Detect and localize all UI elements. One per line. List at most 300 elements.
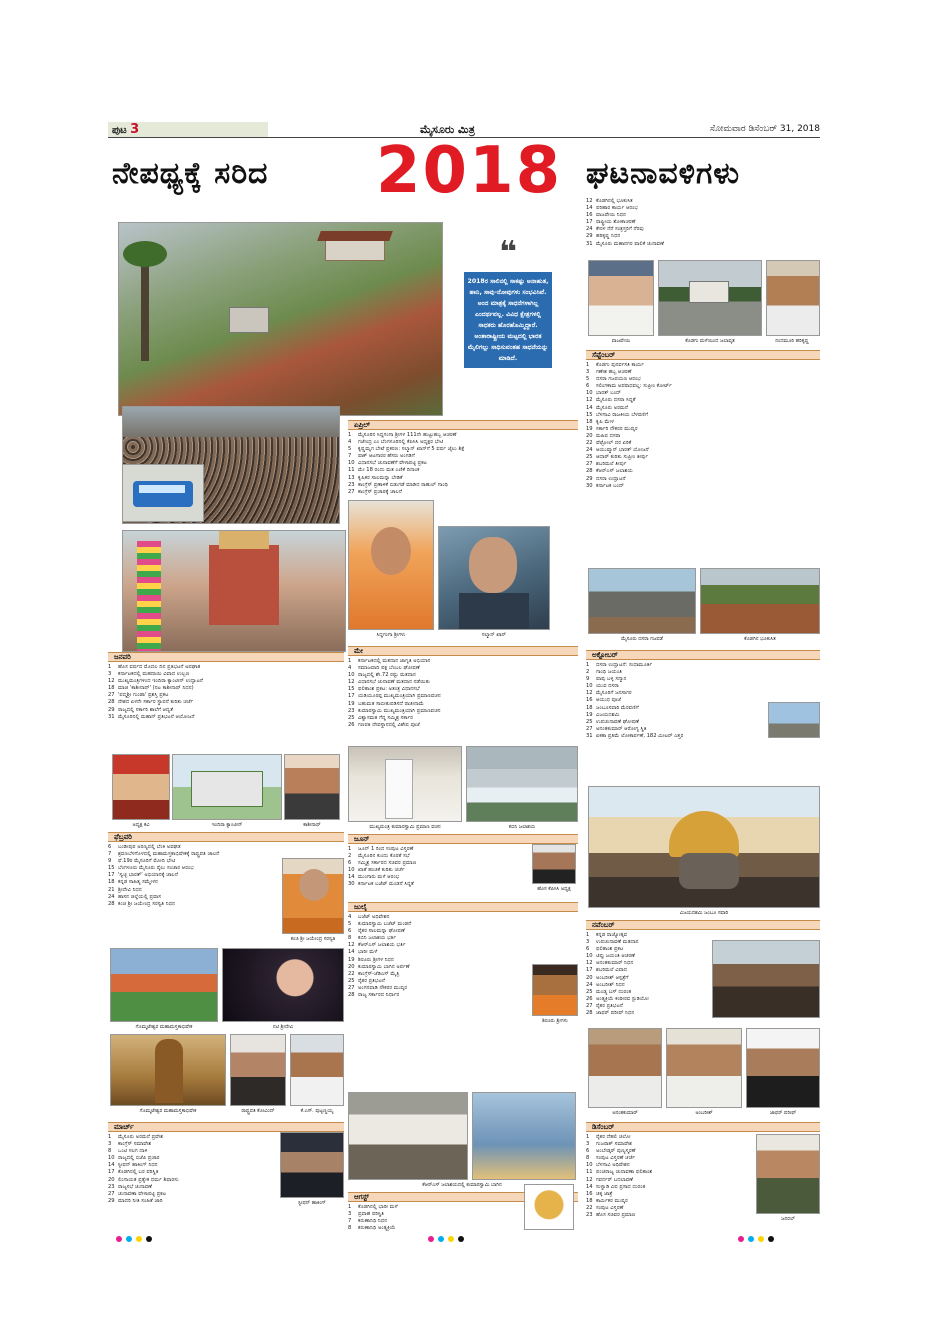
temple-photo — [122, 530, 346, 652]
item-text: ಮೈಸೂರಿಗೆ ಜನಸಾಗರ — [596, 690, 632, 697]
item-day: 1 — [586, 1134, 590, 1140]
item-day: 5 — [348, 921, 352, 928]
list-item — [348, 935, 528, 942]
item-text: ಕುಮಾರಸ್ವಾಮಿ ಬಾಗಿನ ಅರ್ಪಣೆ — [358, 963, 410, 970]
caption-shiroor: ಶಿರೂರು ಶ್ರೀಗಳು — [542, 1018, 568, 1024]
item-text: ಕರುಣಾನಿಧಿ ಅಂತ್ಯಕ್ರಿಯೆ — [358, 1225, 396, 1232]
dasara-elephants-photo — [588, 568, 696, 634]
item-text: ಮೈಸೂರು ಮಹಾನಗರ ಪಾಲಿಕೆ ಚುನಾವಣೆ — [596, 240, 664, 247]
item-day: 4 — [348, 665, 352, 672]
item-day: 25 — [586, 988, 593, 995]
item-day: 1 — [586, 932, 590, 938]
item-text: ಅಂತ್ಯಕ್ರಿಯೆ ಕಂಠೀರವ ಸ್ಟುಡಿಯೋ — [596, 995, 649, 1002]
list-item — [586, 676, 820, 683]
item-day: 31 — [108, 713, 115, 720]
section-october: ಅಕ್ಟೋಬರ್ — [586, 650, 820, 660]
item-text: ಕಾರ್ಮಿಕರ ಮುಷ್ಕರ — [596, 1197, 628, 1204]
list-item — [108, 1198, 278, 1205]
list-item — [586, 433, 820, 440]
item-day: 3 — [586, 1141, 590, 1148]
list-item — [586, 975, 710, 982]
newspaper-page — [108, 118, 820, 1248]
item-text: ಪಾಪು ಬಳ್ಳಿ ಸನ್ಮಾನ — [596, 676, 627, 683]
list-item — [108, 1184, 278, 1191]
festival-photo — [110, 948, 218, 1022]
caption-kpcc: ಹೊಸ ಕೆಪಿಸಿಸಿ ಅಧ್ಯಕ್ಷ — [537, 886, 571, 892]
issue-date: ಸೋಮವಾರ ಡಿಸೆಂಬರ್ 31, 2018 — [709, 124, 820, 134]
item-day: 28 — [108, 900, 115, 907]
item-day: 1 — [586, 362, 590, 368]
item-day: 3 — [348, 1211, 352, 1218]
caption-person-1: ಅಧ್ಯಕ್ಷ ಕವಿ — [132, 822, 150, 828]
item-day: 15 — [108, 865, 115, 872]
item-text: ಕರ್ನಾಟಕದಲ್ಲಿ ಮತದಾನ ಜಾಗೃತಿ ಅಭಿಯಾನ — [358, 658, 431, 664]
list-item — [108, 664, 344, 671]
item-day: 17 — [108, 872, 115, 879]
list-item — [586, 219, 818, 226]
list-item — [108, 1134, 278, 1141]
item-day: 23 — [108, 1183, 115, 1190]
list-item — [586, 426, 820, 433]
item-text: ಮಹಿಷ ದಸರಾ — [596, 432, 621, 439]
list-item — [348, 665, 578, 672]
list-item — [586, 461, 820, 468]
caption-ambarish: ಅಂಬರೀಶ್ — [695, 1110, 713, 1116]
item-text: 'ಸ್ವಚ್ಛ ಭಾರತ್' ಅಭಿಯಾನಕ್ಕೆ ಚಾಲನೆ — [118, 872, 179, 879]
item-text: ಕಾಂಗ್ರೆಸ್-ಜೆಡಿಎಸ್ ಮೈತ್ರಿ — [358, 970, 400, 977]
item-text: ಶಬರಿಮಲೆ ವಿವಾದ — [596, 967, 628, 974]
item-day: 25 — [586, 454, 593, 461]
item-day: 12 — [586, 1176, 593, 1183]
item-day: 10 — [586, 1162, 593, 1169]
kpcc-photo — [532, 844, 576, 884]
item-day: 22 — [348, 970, 355, 977]
registration-marks-left — [116, 1236, 152, 1242]
item-day: 18 — [586, 418, 593, 425]
item-day: 16 — [586, 697, 593, 704]
item-day: 8 — [586, 1155, 590, 1162]
list-item — [108, 671, 344, 678]
item-text: ಒಂಟಿ ಸಲಗ ದಾಳಿ — [118, 1148, 148, 1155]
kodagu-landslide-photo — [700, 568, 820, 634]
item-day: 2 — [586, 669, 590, 676]
list-item — [348, 992, 528, 999]
item-day: 17 — [586, 967, 593, 974]
item-text: ಅನಂತಕುಮಾರ್ ಆರೋಗ್ಯ ಸ್ಥಿತಿ — [596, 725, 647, 732]
caption-dam: ಕಬಿನಿ ಜಲಾಶಯ — [508, 824, 536, 830]
harikrishna-photo — [766, 260, 820, 336]
item-text: ಕೊಡಗಿನಲ್ಲಿ ಭಾರೀ ಮಳೆ — [358, 1204, 398, 1210]
item-day: 28 — [348, 992, 355, 999]
list-july — [348, 914, 528, 999]
list-november — [586, 932, 710, 1017]
list-item — [586, 967, 710, 974]
item-text: ದಸರಾ ಉದ್ಘಾಟನೆ — [596, 475, 626, 482]
dam-photo — [466, 746, 578, 822]
item-text: ರೈತರ ಪ್ರತಿಭಟನೆ — [596, 1002, 623, 1009]
item-day: 3 — [586, 939, 590, 946]
item-day: 24 — [108, 893, 115, 900]
list-item — [108, 1141, 278, 1148]
list-item — [586, 690, 820, 697]
list-item — [348, 439, 578, 446]
item-day: 1 — [348, 1204, 352, 1210]
kashinath-photo — [284, 754, 340, 820]
item-text: ಕೊಡಗಿನಲ್ಲಿ ಭೂಕುಸಿತ — [596, 198, 633, 204]
reg-dot — [126, 1236, 132, 1242]
item-text: ಜಾಫರ್ ಷರೀಫ್ ನಿಧನ — [596, 1010, 635, 1017]
reg-dot — [758, 1236, 764, 1242]
item-day: 19 — [586, 425, 593, 432]
item-day: 25 — [586, 718, 593, 725]
item-day: 4 — [348, 914, 352, 920]
bagina-photo — [472, 1092, 576, 1180]
item-day: 21 — [108, 886, 115, 893]
item-text: ಹರಿಕೃಷ್ಣ ನಿಧನ — [596, 233, 621, 240]
list-item — [586, 226, 818, 233]
item-text: ಮೈಸೂರು ಅರಮನೆ — [596, 404, 628, 411]
list-item — [108, 699, 344, 706]
item-day: 16 — [586, 1190, 593, 1197]
item-text: ಕೃಷ್ಣಮೃಗ ಬೇಟೆ ಪ್ರಕರಣ: ಸಲ್ಮಾನ್ ಖಾನ್‌ಗೆ 5 ವರ್ಷ ಜೈಲು ಶಿಕ್ಷೆ — [358, 446, 465, 453]
item-day: 12 — [108, 678, 115, 685]
caption-sridevi: ನಟಿ ಶ್ರೀದೇವಿ — [272, 1024, 294, 1030]
item-day: 20 — [348, 963, 355, 970]
ananth-photo — [588, 1028, 662, 1108]
item-day: 10 — [586, 953, 593, 960]
caption-harikrishna: ನಂದಮೂರಿ ಹರಿಕೃಷ್ಣ — [775, 338, 809, 344]
item-text: ಬಜೆಟ್ ಅಧಿವೇಶನ — [358, 914, 390, 920]
item-text: ಖಾತೆ ಹಂಚಿಕೆ ಕುರಿತು ಚರ್ಚೆ — [358, 867, 405, 874]
item-day: 27 — [586, 725, 593, 732]
item-text: ಬೆಳಗಾವಿ ಅಧಿವೇಶನ — [596, 1162, 630, 1169]
section-july: ಜುಲೈ — [348, 902, 578, 912]
section-june: ಜೂನ್ — [348, 834, 578, 844]
item-text: ಕೇರಳ ನೆರೆ ಸಂತ್ರಸ್ತರಿಗೆ ನೆರವು — [596, 226, 644, 233]
list-item — [586, 390, 820, 397]
hawking-photo — [280, 1132, 344, 1198]
list-item — [586, 419, 820, 426]
item-text: ವಿಜಯದಶಮಿ — [596, 711, 620, 718]
list-item — [586, 989, 710, 996]
item-text: ಮುಖ್ಯಮಂತ್ರಿಗಳಿಂದ ಇಂದಿರಾ ಕ್ಯಾಂಟೀನ್ ಉದ್ಘಾಟನೆ — [118, 678, 203, 685]
list-item — [586, 953, 710, 960]
list-item — [586, 1148, 752, 1155]
item-text: ರಾಜ್ಯದಲ್ಲಿ ಬಿಜೆಪಿ ಪ್ರಚಾರ — [118, 1155, 160, 1162]
item-day: 14 — [348, 949, 355, 956]
item-day: 30 — [348, 881, 355, 888]
list-item — [586, 440, 820, 447]
list-item — [348, 928, 528, 935]
item-day: 16 — [586, 212, 593, 219]
item-day: 9 — [586, 676, 590, 683]
list-item — [108, 1148, 278, 1155]
list-item — [348, 1204, 518, 1211]
item-day: 19 — [348, 956, 355, 963]
item-text: ಕೆಆರ್‌ಎಸ್ ಜಲಾಶಯ — [596, 468, 633, 475]
list-item — [348, 482, 578, 489]
item-text: ಬಂಡೀಪುರ ಅರಣ್ಯದಲ್ಲಿ ಬೆಂಕಿ ಅವಘಡ — [118, 844, 181, 850]
item-day: 13 — [348, 474, 355, 481]
ambarish-photo — [666, 1028, 742, 1108]
caption-cariappa: ಜನರಲ್ — [781, 1216, 795, 1222]
item-text: ಚಿಕ್ಕ ಜಾತ್ರೆ — [596, 1190, 613, 1197]
landslide-photo — [118, 222, 443, 416]
karunanidhi-photo — [524, 1184, 574, 1230]
reg-dot — [458, 1236, 464, 1242]
reg-dot — [768, 1236, 774, 1242]
item-text: ರಾಜ್ಯ ಸರ್ಕಾರದ ನಿರ್ಧಾರ — [358, 992, 400, 999]
item-text: ಪೆಟ್ರೋಲ್ ದರ ಏರಿಕೆ — [596, 440, 632, 447]
list-item — [108, 692, 344, 699]
item-day: 7 — [348, 453, 352, 460]
item-day: 8 — [348, 1225, 352, 1232]
item-day: 27 — [348, 488, 355, 495]
sridevi-photo — [222, 948, 344, 1022]
list-item — [586, 454, 820, 461]
item-day: 27 — [586, 461, 593, 468]
gomateshwara-photo — [110, 1034, 226, 1106]
caption-cm-oath: ಮುಖ್ಯಮಂತ್ರಿ ಕುಮಾರಸ್ವಾಮಿ ಪ್ರಮಾಣ ವಚನ — [369, 824, 441, 830]
list-item — [348, 679, 578, 686]
list-item — [586, 376, 820, 383]
list-item — [586, 1141, 752, 1148]
item-text: ಕೊಡಗು ಪುನರ್ವಸತಿ ಕಾರ್ಯ — [596, 362, 644, 368]
section-september: ಸೆಪ್ಟೆಂಬರ್ — [586, 350, 820, 360]
item-text: ಜಂಬೂಸವಾರಿ ಮೆರವಣಿಗೆ — [596, 704, 639, 711]
headline-right: ಘಟನಾವಳಿಗಳು — [586, 156, 741, 191]
list-december — [586, 1134, 752, 1219]
item-day: 10 — [108, 1155, 115, 1162]
item-text: ಏಕತಾ ಪ್ರತಿಮೆ ಲೋಕಾರ್ಪಣೆ, 182 ಮೀಟರ್ ಎತ್ತರ — [596, 732, 684, 739]
item-day: 15 — [348, 686, 355, 693]
item-text: ಕಾಂಗ್ರೆಸ್ ಸಮಾವೇಶ — [118, 1141, 152, 1148]
section-march: ಮಾರ್ಚ್ — [108, 1122, 344, 1132]
item-text: ವಿಧಾನಸಭೆ ಚುನಾವಣೆಗೆ ವೇಳಾಪಟ್ಟಿ ಪ್ರಕಟ — [358, 460, 427, 467]
list-item — [108, 685, 344, 692]
item-day: 29 — [586, 233, 593, 240]
caption-hawking: ಸ್ಟೀಫನ್ ಹಾಕಿಂಗ್ — [298, 1200, 326, 1206]
list-april — [348, 432, 578, 496]
list-item — [108, 707, 344, 714]
list-item — [586, 683, 820, 690]
list-item — [108, 1162, 278, 1169]
list-item — [586, 412, 820, 419]
bus-photo — [122, 464, 204, 522]
item-text: ದಸರಾ ಉದ್ಘಾಟನೆ: ಸುಧಾಮೂರ್ತಿ — [596, 662, 653, 668]
item-text: ಮೇ 18 ರಂದು ಮತ ಎಣಿಕೆ ದಿನಾಂಕ — [358, 467, 420, 474]
list-item — [348, 985, 528, 992]
item-text: ಬಹುಮತ ಸಾಬೀತುಪಡಿಸದೆ ರಾಜೀನಾಮೆ — [358, 700, 425, 707]
quote-text: 2018ರ ಸಾಲಿನಲ್ಲಿ ಸಾಕಷ್ಟು ಅನಾಹುತ, ಹಾನಿ, ಸಾವು-ನೋವುಗಳು ಸಂಭವಿಸಿವೆ. ಅಂದ ಮಾತ್ರಕ್ಕೆ ಸಾಧನೆಗಳಾಗಿಲ್ಲ ಎಂದರ್ಥವಲ್ಲ. ವಿವಿಧ ಕ್ಷೇತ್ರಗಳಲ್ಲಿ ಸಾಧಕರು ಹೊರಹೊಮ್ಮಿದ್ದಾರೆ. ಅಂತಾರಾಷ್ಟ್ರೀಯ ಮಟ್ಟದಲ್ಲಿ ಭಾರತ ಮೈಲಿಗಲ್ಲು ಸಾಧಿಸುವಂತಹ ಸಾಧನೆಯನ್ನು ಮಾಡಿದೆ. — [464, 272, 552, 368]
caption-kashinath: ಕಾಶೀನಾಥ್ — [303, 822, 321, 828]
list-january — [108, 664, 344, 721]
list-item — [586, 241, 818, 248]
list-item — [586, 383, 820, 390]
list-september — [586, 362, 820, 490]
item-day: 5 — [348, 446, 352, 453]
caption-gomateshwara: ಗೊಮ್ಮಟೇಶ್ವರ ಮಹಾಮಸ್ತಕಾಭಿಷೇಕ — [139, 1108, 197, 1114]
shiroor-photo — [532, 964, 578, 1016]
list-item — [586, 1162, 752, 1169]
item-day: 22 — [586, 440, 593, 447]
item-text: ಮಾದರಿ ನೀತಿ ಸಂಹಿತೆ ಜಾರಿ — [118, 1197, 163, 1204]
item-day: 26 — [348, 721, 355, 728]
caption-swamiji: ಸಿದ್ದಗಂಗಾ ಶ್ರೀಗಳು — [376, 632, 406, 638]
item-day: 29 — [108, 706, 115, 713]
registration-marks-mid — [428, 1236, 464, 1242]
list-item — [586, 1010, 710, 1017]
reg-dot — [116, 1236, 122, 1242]
item-text: ಸಲಿಂಗಕಾಮ ಅಪರಾಧವಲ್ಲ: ಸುಪ್ರೀಂ ಕೋರ್ಟ್ — [596, 383, 672, 390]
section-november: ನವೆಂಬರ್ — [586, 920, 820, 930]
item-day: 29 — [586, 475, 593, 482]
item-text: ಕಂಚಿ ಶ್ರೀ ಜಯೇಂದ್ರ ಸರಸ್ವತಿ ನಿಧನ — [118, 900, 175, 907]
kodagu-flood-photo — [658, 260, 762, 336]
caption-president: ರಾಷ್ಟ್ರಪತಿ ಕೋವಿಂದ್ — [241, 1108, 275, 1114]
item-text: ವಿಶ್ವಾಸಮತ ಗೆದ್ದ ಸಮ್ಮಿಶ್ರ ಸರ್ಕಾರ — [358, 714, 414, 721]
item-day: 18 — [108, 879, 115, 886]
list-item — [348, 453, 578, 460]
list-item — [586, 996, 710, 1003]
item-day: 1 — [348, 658, 352, 664]
item-text: ಮೈಸೂರಿನ ಕುಂದು ಕೊರತೆ ಸಭೆ — [358, 853, 410, 860]
item-text: ದೇಶದ ಏಳನೇ ಸರ್ಕಾರ ಸ್ಥಾಪನೆ ಕುರಿತು ಚರ್ಚೆ — [118, 699, 194, 706]
reg-dot — [448, 1236, 454, 1242]
cm-oath-photo — [348, 746, 462, 822]
list-item — [586, 1003, 710, 1010]
caption-politician: ಕೆ.ಎಸ್. ಪುಟ್ಟಣ್ಣಯ್ಯ — [300, 1108, 334, 1114]
item-text: ಸಮಾಜವಾದಿ ಪಕ್ಷ ಬೆಂಬಲ ಘೋಷಣೆ — [358, 665, 420, 672]
item-text: ಸುಳ್ವಾಡಿ ವಿಷ ಪ್ರಸಾದ ದುರಂತ — [596, 1183, 646, 1190]
item-day: 11 — [586, 1169, 593, 1176]
item-text: ಹೊಸ ವರ್ಷದ ಮೊದಲ ದಿನ ಪ್ರತಿಭಟನೆ ಅಪಘಾತ — [118, 664, 201, 670]
item-text: ದಸರಾ ಗಜಪಯಣ ಆರಂಭ — [596, 376, 641, 383]
list-august-cont — [586, 198, 818, 248]
list-item — [108, 678, 344, 685]
list-item — [108, 865, 278, 872]
list-item — [586, 982, 710, 989]
list-item — [108, 1169, 278, 1176]
reg-dot — [136, 1236, 142, 1242]
item-day: 12 — [586, 690, 593, 697]
item-day: 9 — [108, 858, 112, 865]
item-text: ಜೂನ್ 1 ರಿಂದ ಸಂಪುಟ ವಿಸ್ತರಣೆ — [358, 846, 414, 852]
item-day: 1 — [108, 1134, 112, 1140]
item-day: 28 — [586, 468, 593, 475]
list-march — [108, 1134, 278, 1205]
item-day: 19 — [348, 700, 355, 707]
item-text: ಪ್ರವಾಹ ಪರಿಸ್ಥಿತಿ — [358, 1211, 385, 1218]
item-day: 17 — [586, 219, 593, 226]
list-february — [108, 844, 278, 908]
caption-festival: ಗೊಮ್ಮಟೇಶ್ವರ ಮಹಾಮಸ್ತಕಾಭಿಷೇಕ — [135, 1024, 193, 1030]
item-day: 28 — [108, 699, 115, 706]
item-day: 12 — [348, 679, 355, 686]
item-text: ರಾಷ್ಟ್ರೀಯ ಶೋಕಾಚರಣೆ — [596, 219, 636, 226]
list-item — [348, 475, 578, 482]
list-item — [348, 701, 578, 708]
list-item — [108, 858, 278, 865]
item-day: 18 — [586, 704, 593, 711]
person-photo-1 — [112, 754, 170, 820]
item-day: 6 — [586, 383, 590, 390]
list-item — [586, 405, 820, 412]
list-item — [586, 932, 710, 939]
item-day: 10 — [586, 683, 593, 690]
item-day: 6 — [586, 1148, 590, 1155]
item-text: ಯಡಿಯೂರಪ್ಪ ಮುಖ್ಯಮಂತ್ರಿಯಾಗಿ ಪ್ರಮಾಣವಚನ — [358, 693, 441, 700]
list-item — [586, 369, 820, 376]
item-text: ಕೃಷಿ ಮೇಳ — [596, 418, 614, 425]
item-day: 10 — [348, 867, 355, 874]
item-text: ಪರಿಹಾರ ಕಾರ್ಯ ಆರಂಭ — [596, 205, 638, 212]
caption-salman: ಸಲ್ಮಾನ್ ಖಾನ್ — [481, 632, 507, 638]
item-day: 10 — [586, 390, 593, 397]
item-day: 20 — [108, 1176, 115, 1183]
item-day: 27 — [348, 984, 355, 991]
item-day: 6 — [348, 928, 352, 935]
list-item — [586, 1134, 752, 1141]
item-text: ಗಜೇಂದ್ರ ಎಂ ಬೆಂಗಳೂರಿನಲ್ಲಿ ಕೆಪಿಸಿಸಿ ಅಧ್ಯಕ್ಷರ ಭೇಟಿ — [358, 439, 444, 446]
list-item — [586, 946, 710, 953]
item-day: 5 — [586, 376, 590, 383]
list-item — [108, 851, 278, 858]
item-day: 6 — [586, 946, 590, 953]
item-text: ಚುನಾವಣಾ ವೇಳಾಪಟ್ಟಿ ಪ್ರಕಟ — [118, 1190, 166, 1197]
item-text: ಪಾಕ್ ಆಟಗಾರರ ಹೆಸರು ಅಂಗಡಿಗೆ — [358, 453, 415, 460]
list-item — [348, 467, 578, 474]
item-day: 17 — [108, 1169, 115, 1176]
item-text: ಮುಂಗಾರು ಮಳೆ ಆರಂಭ — [358, 874, 400, 881]
list-item — [586, 1205, 752, 1212]
list-item — [586, 198, 818, 205]
item-day: 14 — [586, 205, 593, 212]
item-text: ಯುವ ದಸರಾ — [596, 683, 619, 690]
item-text: ಭಾರತ್ ಬಂದ್ — [596, 390, 622, 397]
item-text: ಗಣೇಶ ಹಬ್ಬ ಆಚರಣೆ — [596, 369, 632, 376]
item-text: ಗವರ್ನರ್ ಬದಲಾವಣೆ — [596, 1176, 633, 1183]
item-text: ಫೆ.19ರ ಮೈಸೂರಿಗೆ ಮೋದಿ ಭೇಟಿ — [118, 858, 176, 865]
editorial-quote — [464, 235, 552, 430]
item-day: 27 — [108, 1190, 115, 1197]
list-item — [586, 1191, 752, 1198]
caption-kodagu: ಕೊಡಗು ಮಳೆಯಿಂದ ಜಲಾವೃತ — [685, 338, 735, 344]
item-day: 27 — [108, 692, 115, 699]
item-day: 20 — [586, 432, 593, 439]
item-day: 3 — [108, 1141, 112, 1148]
item-day: 25 — [348, 977, 355, 984]
list-item — [348, 489, 578, 496]
item-text: ಅಂಬರೀಶ್ ನಿಧನ — [596, 981, 625, 988]
list-item — [586, 447, 820, 454]
item-day: 18 — [586, 1197, 593, 1204]
list-item — [586, 669, 820, 676]
item-text: ಕರ್ನಾಟಕದಲ್ಲಿ ಮಹದಾಯಿ ವಿವಾದ ಉಲ್ಬಣ — [118, 671, 190, 678]
item-text: ಹೊಸ ಸಚಿವರ ಪ್ರಮಾಣ — [596, 1212, 636, 1219]
vajpayee-photo — [588, 260, 654, 336]
item-text: ಮೈಸೂರಿನಲ್ಲಿ ಮಹಾನ್ ಪ್ರತಿಭಟನೆ ಆಯೋಜನೆ — [118, 713, 195, 720]
item-day: 18 — [108, 685, 115, 692]
list-item — [586, 397, 820, 404]
kanchi-photo — [282, 858, 344, 934]
rally-photo — [348, 1092, 468, 1180]
list-item — [586, 362, 820, 369]
quote-mark: ❝ — [499, 235, 517, 270]
list-item — [348, 1211, 518, 1218]
caption-dasara-elephants: ಮೈಸೂರು ದಸರಾ ಗಜಪಡೆ — [621, 636, 663, 642]
item-day: 1 — [108, 664, 112, 670]
